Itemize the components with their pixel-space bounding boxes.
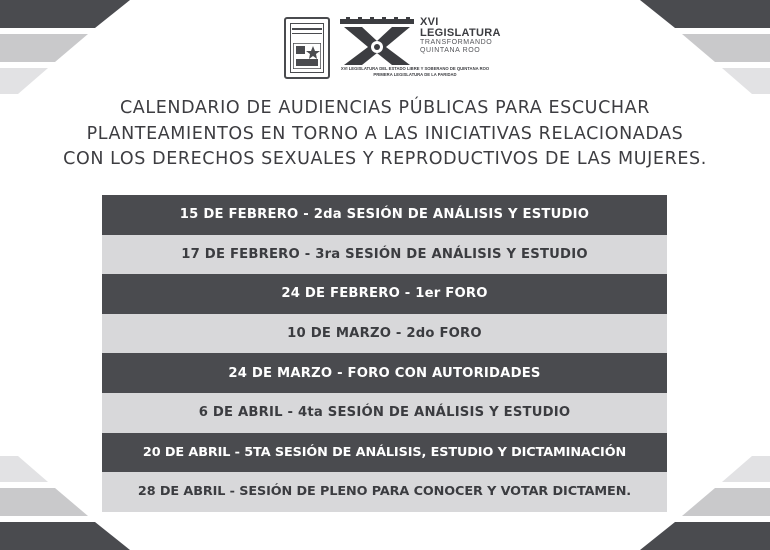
schedule-row-2: 17 DE FEBRERO - 3ra SESIÓN DE ANÁLISIS Y ESTUDIO — [102, 235, 667, 275]
legislatura-title-number: XVI — [420, 16, 439, 28]
schedule-row-5: 24 DE MARZO - FORO CON AUTORIDADES — [102, 353, 667, 393]
page-title — [20, 96, 750, 173]
schedule-table — [102, 195, 667, 512]
schedule-row-4: 10 DE MARZO - 2do FORO — [102, 314, 667, 354]
congress-seal-logo — [284, 17, 330, 79]
legislatura-tagline-2: QUINTANA ROO — [420, 47, 481, 54]
schedule-row-1: 15 DE FEBRERO - 2da SESIÓN DE ANÁLISIS Y ESTUDIO — [102, 195, 667, 235]
legislatura-emblem-icon — [340, 17, 414, 65]
schedule-row-7: 20 DE ABRIL - 5TA SESIÓN DE ANÁLISIS, ESTUDIO Y DICTAMINACIÓN — [102, 433, 667, 473]
title-line-1: CALENDARIO DE AUDIENCIAS PÚBLICAS PARA ESCUCHAR — [119, 98, 650, 118]
title-line-3: CON LOS DERECHOS SEXUALES Y REPRODUCTIVOS DE LAS MUJERES. — [63, 149, 707, 169]
legislatura-title: LEGISLATURA — [420, 27, 501, 39]
schedule-row-8: 28 DE ABRIL - SESIÓN DE PLENO PARA CONOCER Y VOTAR DICTAMEN. — [102, 472, 667, 512]
legislatura-tagline-1: TRANSFORMANDO — [420, 39, 493, 46]
corner-decoration-top-left — [0, 0, 140, 100]
legislatura-description: XVI LEGISLATURA DEL ESTADO LIBRE Y SOBERANO DE QUINTANA ROO PRIMERA LEGISLATURA DE LA PARIDAD — [340, 66, 490, 77]
schedule-row-6: 6 DE ABRIL - 4ta SESIÓN DE ANÁLISIS Y ESTUDIO — [102, 393, 667, 433]
legislatura-logo — [340, 17, 501, 65]
title-line-2: PLANTEAMIENTOS EN TORNO A LAS INICIATIVAS RELACIONADAS — [86, 123, 684, 144]
schedule-row-3: 24 DE FEBRERO - 1er FORO — [102, 274, 667, 314]
corner-decoration-top-right — [630, 0, 770, 100]
